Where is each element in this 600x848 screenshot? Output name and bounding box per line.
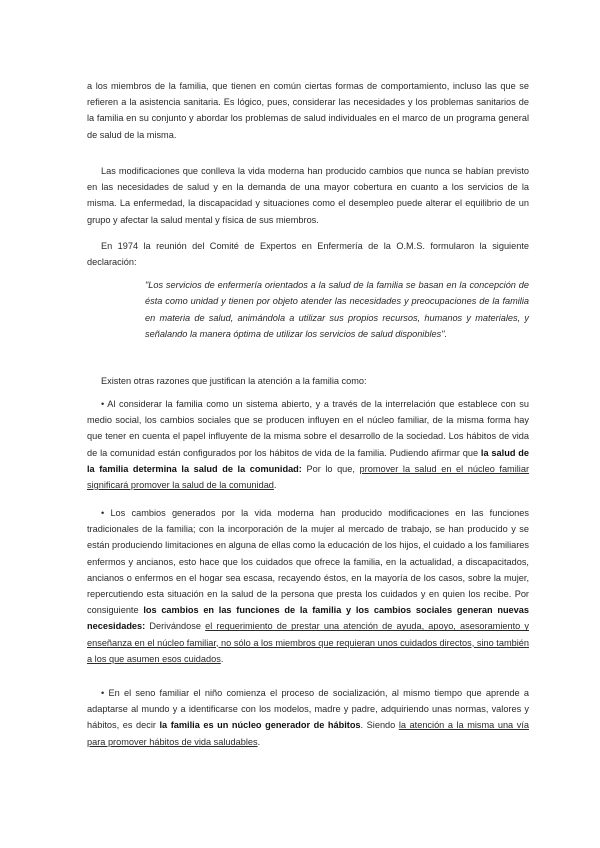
who-quote: [145, 277, 529, 343]
bullet-1: [87, 396, 529, 493]
bullet-2-underlined: el requerimiento de prestar una atención de ayuda, apoyo, asesoramiento y enseñanza en el núcleo familiar, no sólo a los miembros que requieran unos cuidados directos, sino también a los que asumen esos cuidados: [87, 621, 529, 664]
bullet-3-end: .: [257, 736, 261, 747]
bullet-2-bold: los cambios en las funciones de la familia y los cambios sociales generan nuevas necesidades:: [87, 605, 529, 632]
bullet-1-end: .: [273, 480, 277, 491]
bullet-1-underlined: promover la salud en el núcleo familiar significará promover la salud de la comunidad: [87, 463, 530, 491]
paragraph-1: [87, 78, 529, 143]
bullet-3-text: • En el seno familiar el niño comienza el proceso de socialización, al mismo tiempo que aprende a adaptarse al mundo y a identificarse con los modelos, madre y padre, adquiriendo unas normas, valores y hábitos, es decir: [87, 688, 529, 731]
bullet-2: [87, 505, 529, 667]
paragraph-3-text: En 1974 la reunión del Comité de Expertos en Enfermería de la O.M.S. formularon la siguiente declaración:: [87, 241, 529, 268]
bullet-2-mid: Derivándose: [149, 621, 201, 632]
paragraph-4-text: Existen otras razones que justifican la atención a la familia como:: [101, 376, 367, 386]
paragraph-4: [87, 373, 529, 389]
paragraph-3: [87, 238, 529, 270]
who-quote-text: "Los servicios de enfermería orientados a la salud de la familia se basan en la concepción de ésta como unidad y tienen por objeto atender las necesidades y preocupaciones de la familia en materia de salud, animándola a utilizar sus propios recursos, humanos y materiales, y señalando la manera óptima de utilizar los servicios de salud disponibles".: [145, 280, 529, 340]
bullet-1-text: • Al considerar la familia como un sistema abierto, y a través de la interrelación que establece con su medio social, los cambios sociales que se producen influyen en el núcleo familiar, de la misma forma hay que tener en cuenta el papel influyente de la misma sobre el desarrollo de la sociedad. Los hábitos de vida de la comunidad están configurados por los hábitos de vida de la familia. Pudiendo afirmar que: [87, 399, 529, 458]
bullet-2-end: .: [220, 653, 224, 664]
bullet-1-mid: Por lo que,: [306, 463, 355, 474]
paragraph-1-text: a los miembros de la familia, que tienen en común ciertas formas de comportamiento, incluso las que se refieren a la asistencia sanitaria. Es lógico, pues, considerar las necesidades y los problemas sanitarios de la familia en su conjunto y abordar los problemas de salud individuales en el marco de un programa general de salud de la misma.: [87, 81, 529, 140]
paragraph-2-text: Las modificaciones que conlleva la vida moderna han producido cambios que nunca se habían previsto en las necesidades de salud y en la demanda de una mayor cobertura en cuanto a los servicios de la misma. La enfermedad, la discapacidad y situaciones como el desempleo puede alterar el equilibrio de un grupo y afectar la salud mental y física de sus miembros.: [87, 166, 529, 225]
bullet-3-mid: . Siendo: [360, 720, 396, 731]
bullet-3-bold: la familia es un núcleo generador de hábitos: [159, 720, 361, 731]
bullet-3-underlined: la atención a la misma una vía para promover hábitos de vida saludables: [87, 720, 529, 747]
paragraph-2: [87, 163, 529, 228]
bullet-1-bold: la salud de la familia determina la salud de la comunidad:: [87, 447, 529, 474]
bullet-3: [87, 685, 529, 750]
bullet-2-text: • Los cambios generados por la vida moderna han producido modificaciones en las funciones tradicionales de la familia; con la incorporación de la mujer al mercado de trabajo, se han producido y se están produciendo limitaciones en alguna de ellas como la educación de los hijos, el cuidado a los familiares enfermos y ancianos, esto hace que los cuidados que ofrece la familia, en la actualidad, a discapacitados, ancianos o enfermos en el hogar sea escasa, recayendo éstos, en la mayoría de los casos, sobre la mujer, repercutiendo esta situación en la salud de la persona que presta los cuidados y en quien los recibe. Por consiguiente: [87, 508, 529, 616]
